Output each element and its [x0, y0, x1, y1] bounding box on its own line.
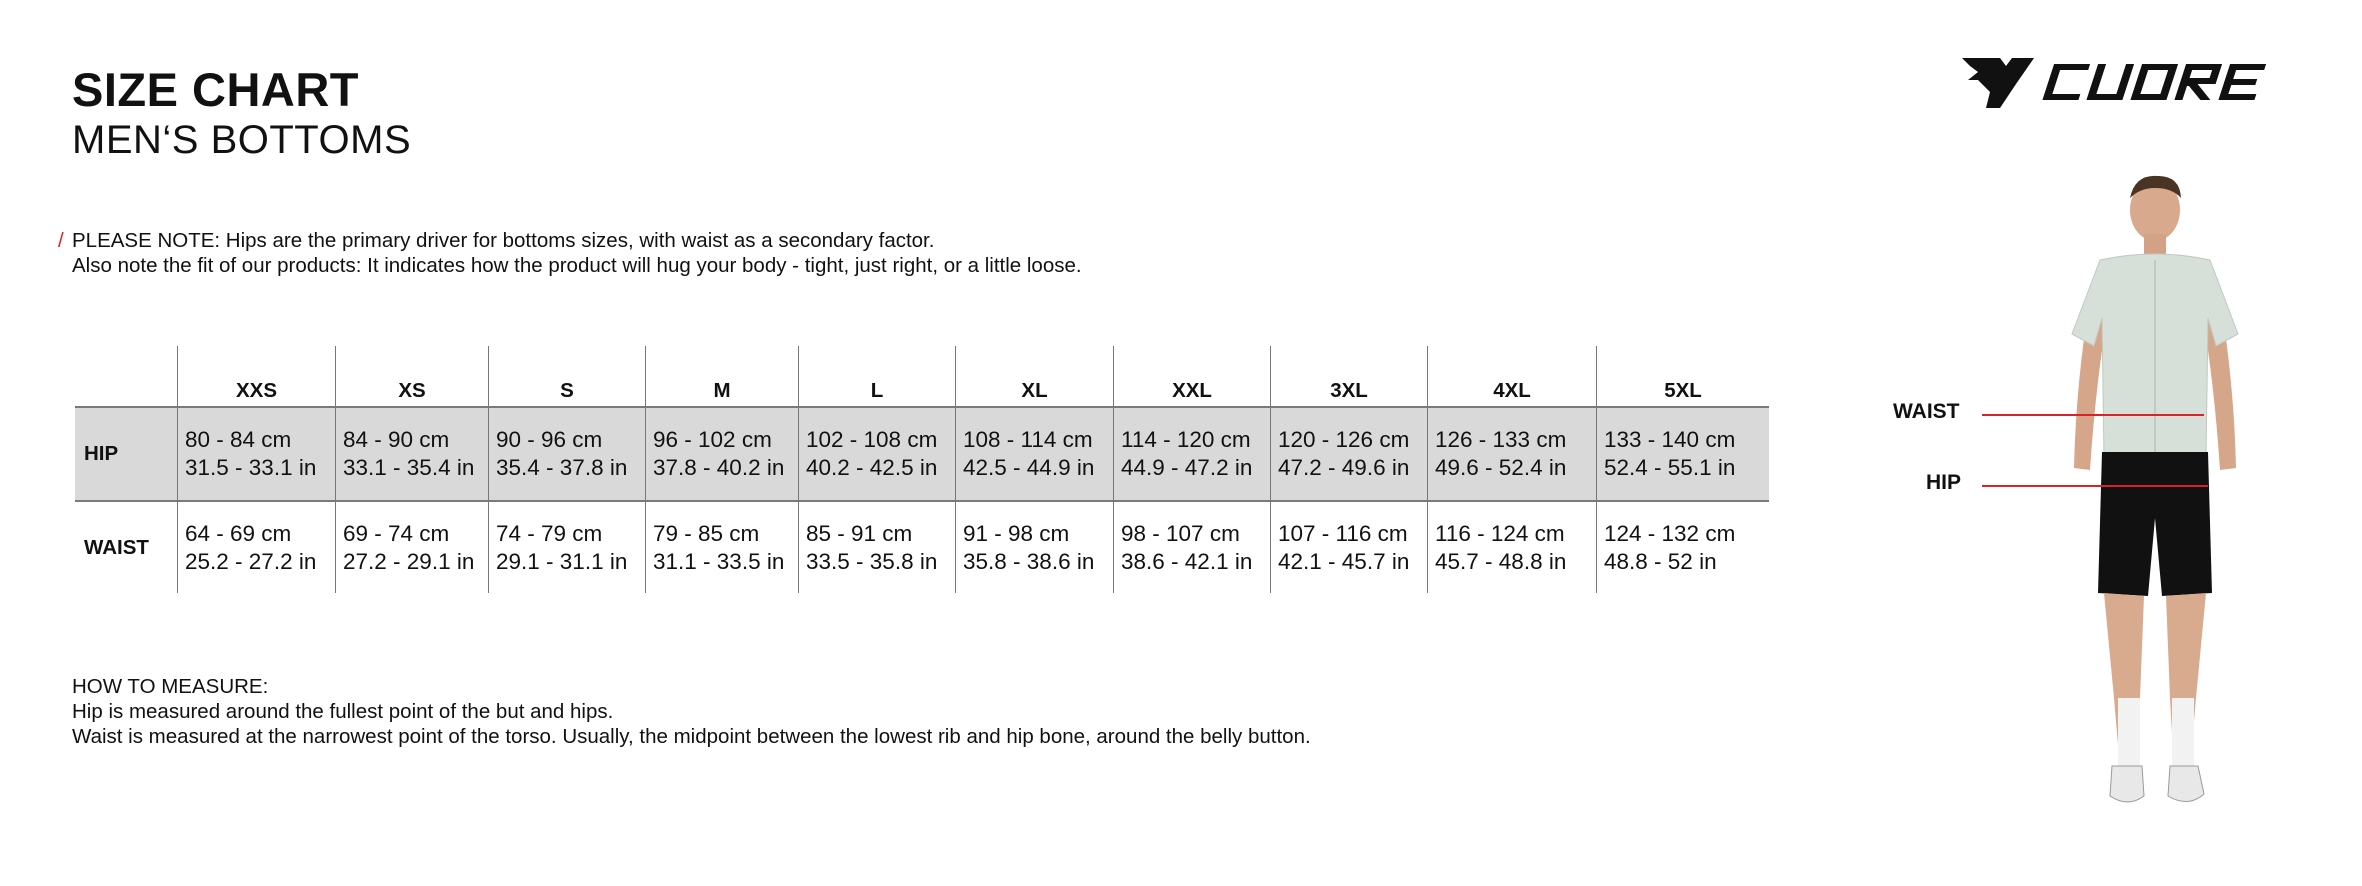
- hip-cell-xxl: [1114, 407, 1271, 501]
- hip-label: HIP: [1926, 471, 1962, 494]
- size-header-xs: XS: [336, 346, 489, 407]
- hip-l-in: 40.2 - 42.5 in: [806, 455, 938, 480]
- size-header-l: L: [799, 346, 956, 407]
- size-header-row: [75, 346, 1769, 407]
- hip-xs-cm: 84 - 90 cm: [343, 427, 450, 452]
- waist-5xl-in: 48.8 - 52 in: [1604, 548, 1717, 574]
- waist-cell-xxl: [1114, 501, 1271, 593]
- waist-5xl-cm: 124 - 132 cm: [1604, 520, 1736, 546]
- model-figure: [2040, 168, 2270, 818]
- waist-xxs-in: 25.2 - 27.2 in: [185, 548, 317, 574]
- size-header-xl: XL: [956, 346, 1114, 407]
- waist-m-cm: 79 - 85 cm: [653, 520, 760, 546]
- note-line-1: PLEASE NOTE: Hips are the primary driver for bottoms sizes, with waist as a secondary factor.: [72, 229, 935, 252]
- size-header-xxs: XXS: [178, 346, 336, 407]
- waist-indicator-line: [1982, 414, 2204, 416]
- right-shoe: [2168, 766, 2204, 802]
- waist-3xl-cm: 107 - 116 cm: [1278, 520, 1408, 546]
- waist-cell-5xl: [1597, 501, 1770, 593]
- hip-3xl-in: 47.2 - 49.6 in: [1278, 455, 1410, 480]
- hip-instruction: Hip is measured around the fullest point of the but and hips.: [72, 700, 614, 723]
- waist-l-in: 33.5 - 35.8 in: [806, 548, 938, 574]
- waist-4xl-cm: 116 - 124 cm: [1435, 520, 1565, 546]
- waist-instruction: Waist is measured at the narrowest point of the torso. Usually, the midpoint between the lowest rib and hip bone, around the belly button.: [72, 725, 1311, 748]
- waist-xxs-cm: 64 - 69 cm: [185, 520, 292, 546]
- logo-wordmark: [2042, 64, 2266, 100]
- waist-cell-3xl: [1271, 501, 1428, 593]
- hip-cell-xxs: [178, 407, 336, 501]
- right-sock: [2172, 698, 2194, 768]
- waist-s-cm: 74 - 79 cm: [496, 520, 603, 546]
- neck-shape: [2144, 234, 2166, 254]
- waist-xl-cm: 91 - 98 cm: [963, 520, 1070, 546]
- size-header-5xl: 5XL: [1597, 346, 1770, 407]
- waist-cell-l: [799, 501, 956, 593]
- hip-4xl-in: 49.6 - 52.4 in: [1435, 455, 1567, 480]
- waist-xs-in: 27.2 - 29.1 in: [343, 548, 475, 574]
- page-title: SIZE CHART: [72, 63, 359, 116]
- note-line-2: Also note the fit of our products: It indicates how the product will hug your body - tight, just right, or a little loose.: [72, 254, 1082, 277]
- waist-xl-in: 35.8 - 38.6 in: [963, 548, 1095, 574]
- hip-cell-l: [799, 407, 956, 501]
- waist-xxl-in: 38.6 - 42.1 in: [1121, 548, 1253, 574]
- hip-xxs-in: 31.5 - 33.1 in: [185, 455, 317, 480]
- hip-cell-4xl: [1428, 407, 1597, 501]
- hip-3xl-cm: 120 - 126 cm: [1278, 427, 1410, 452]
- left-sock: [2118, 698, 2140, 768]
- hip-cell-s: [489, 407, 646, 501]
- hip-xl-in: 42.5 - 44.9 in: [963, 455, 1095, 480]
- waist-row-label: WAIST: [84, 535, 149, 559]
- size-header-s: S: [489, 346, 646, 407]
- how-to-measure: [72, 674, 1311, 749]
- how-to-measure-heading: HOW TO MEASURE:: [72, 675, 269, 698]
- note-slash-mark: /: [58, 229, 64, 252]
- size-header-xxl: XXL: [1114, 346, 1271, 407]
- waist-cell-m: [646, 501, 799, 593]
- waist-label: WAIST: [1893, 400, 1960, 423]
- hip-cell-3xl: [1271, 407, 1428, 501]
- hip-cell-m: [646, 407, 799, 501]
- waist-l-cm: 85 - 91 cm: [806, 520, 913, 546]
- cuore-logo: [1960, 52, 2278, 112]
- waist-s-in: 29.1 - 31.1 in: [496, 548, 628, 574]
- left-shoe: [2110, 766, 2144, 802]
- waist-cell-4xl: [1428, 501, 1597, 593]
- hip-xxs-cm: 80 - 84 cm: [185, 427, 292, 452]
- hip-cell-5xl: [1597, 407, 1770, 501]
- waist-4xl-in: 45.7 - 48.8 in: [1435, 548, 1567, 574]
- hip-4xl-cm: 126 - 133 cm: [1435, 427, 1567, 452]
- hip-cell-xs: [336, 407, 489, 501]
- waist-row: [75, 501, 1769, 593]
- waist-xs-cm: 69 - 74 cm: [343, 520, 450, 546]
- waist-cell-xs: [336, 501, 489, 593]
- hip-5xl-in: 52.4 - 55.1 in: [1604, 455, 1736, 480]
- hip-indicator-line: [1982, 485, 2208, 487]
- waist-m-in: 31.1 - 33.5 in: [653, 548, 785, 574]
- waist-xxl-cm: 98 - 107 cm: [1121, 520, 1240, 546]
- hip-s-cm: 90 - 96 cm: [496, 427, 603, 452]
- size-table: [75, 346, 1769, 593]
- hip-5xl-cm: 133 - 140 cm: [1604, 427, 1736, 452]
- hip-xl-cm: 108 - 114 cm: [963, 427, 1093, 452]
- shorts-shape: [2098, 452, 2212, 596]
- waist-cell-xxs: [178, 501, 336, 593]
- page-subtitle: MEN‘S BOTTOMS: [72, 118, 412, 162]
- size-header-4xl: 4XL: [1428, 346, 1597, 407]
- waist-3xl-in: 42.1 - 45.7 in: [1278, 548, 1410, 574]
- hip-row: [75, 407, 1769, 501]
- hip-row-label: HIP: [75, 407, 178, 501]
- hip-l-cm: 102 - 108 cm: [806, 427, 938, 452]
- corner-cell: [75, 346, 178, 407]
- hip-xxl-cm: 114 - 120 cm: [1121, 427, 1251, 452]
- size-header-m: M: [646, 346, 799, 407]
- waist-cell-s: [489, 501, 646, 593]
- hip-m-in: 37.8 - 40.2 in: [653, 455, 785, 480]
- hip-xs-in: 33.1 - 35.4 in: [343, 455, 475, 480]
- fit-note: [58, 228, 1082, 278]
- waist-cell-xl: [956, 501, 1114, 593]
- hip-s-in: 35.4 - 37.8 in: [496, 455, 628, 480]
- hip-xxl-in: 44.9 - 47.2 in: [1121, 455, 1253, 480]
- hip-cell-xl: [956, 407, 1114, 501]
- size-header-3xl: 3XL: [1271, 346, 1428, 407]
- hip-m-cm: 96 - 102 cm: [653, 427, 772, 452]
